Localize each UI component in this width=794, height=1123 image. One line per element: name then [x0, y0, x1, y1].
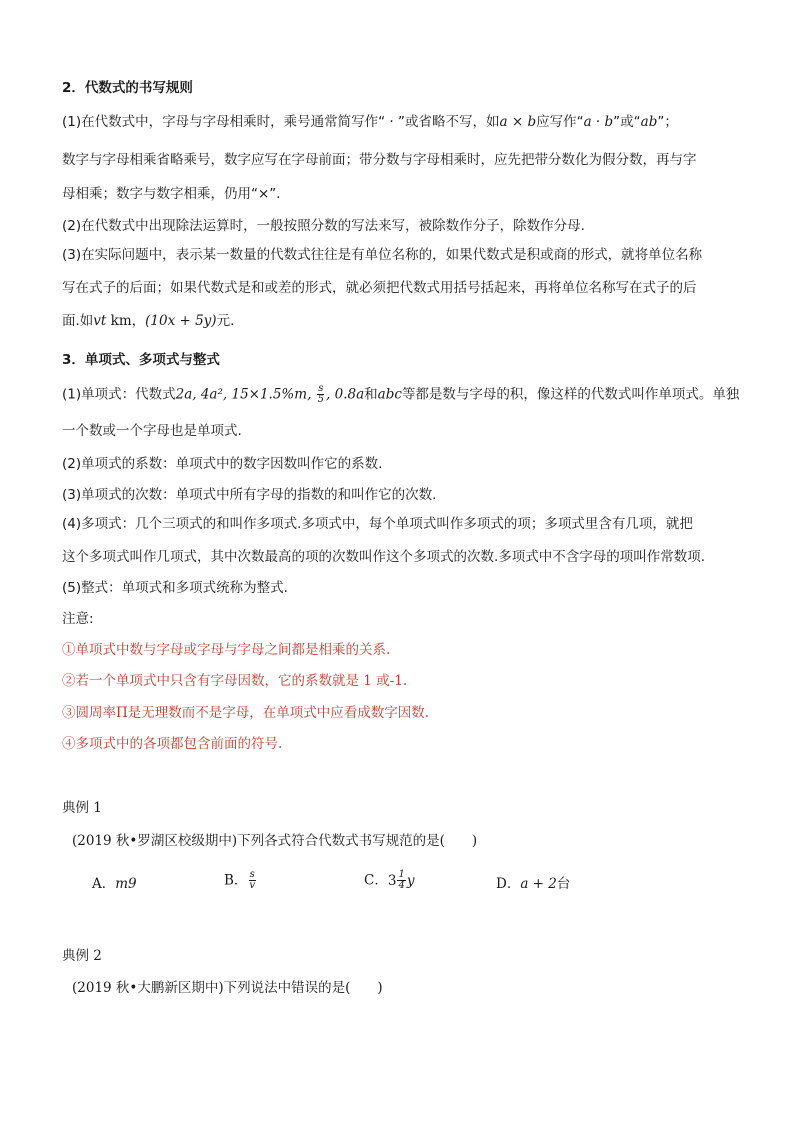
- section-3-line-5: (4)多项式：几个三项式的和叫作多项式.多项式中，每个单项式叫作多项式的项；多项式里含有几项，就把: [62, 516, 693, 532]
- example-2-question: (2019 秋•大鹏新区期中)下列说法中错误的是( ): [72, 980, 383, 996]
- section-2-line-4: (2)在代数式中出现除法运算时，一般按照分数的写法来写，被除数作分子，除数作分母.: [62, 218, 585, 234]
- example-2-title: 典例 2: [62, 948, 102, 964]
- expr-monomials: 2a, 4a², 15×1.5%m,: [175, 386, 316, 403]
- section-2-title: 2．代数式的书写规则: [62, 80, 193, 96]
- section-3-line-4: (3)单项式的次数：单项式中所有字母的指数的和叫作它的次数.: [62, 487, 437, 503]
- note-item-4: ④多项式中的各项都包含前面的符号.: [62, 736, 283, 752]
- text-span: (1)在代数式中，字母与字母相乘时，乘号通常简写作“: [62, 114, 386, 130]
- expr-ab: ab: [640, 114, 658, 130]
- section-2-line-1: [62, 112, 678, 132]
- expr-10x-plus-5y: (10x + 5y): [145, 313, 217, 329]
- option-d[interactable]: [496, 874, 570, 894]
- section-2-line-7: [62, 311, 234, 331]
- option-d-label: D．: [496, 876, 521, 892]
- section-2-line-3: 母相乘；数字与数字相乘，仍用“×”．: [62, 186, 290, 202]
- option-a[interactable]: [92, 874, 137, 894]
- text-span: ”或省略不写，如: [398, 114, 500, 130]
- option-c-label: C．: [364, 872, 388, 889]
- option-c[interactable]: [364, 870, 414, 891]
- section-3-line-3: (2)单项式的系数：单项式中的数字因数叫作它的系数.: [62, 456, 383, 472]
- expr-vt: vt: [93, 313, 107, 329]
- text-span: (1)单项式：代数式: [62, 386, 176, 403]
- fraction-numerator: s: [318, 383, 324, 394]
- example-1-title: 典例 1: [62, 800, 102, 816]
- note-item-2: ②若一个单项式中只含有字母因数，它的系数就是 1 或-1.: [62, 673, 408, 689]
- note-item-3: ③圆周率Π是无理数而不是字母，在单项式中应看成数字因数.: [62, 705, 430, 721]
- fraction-s-over-5: [317, 384, 325, 405]
- mixed-whole: 3: [387, 872, 397, 889]
- dot-symbol: ·: [385, 114, 398, 130]
- fraction-denominator: 5: [317, 394, 325, 405]
- fraction-numerator: 1: [398, 869, 405, 880]
- section-2-line-5: (3)在实际问题中，表示某一数量的代数式往往是有单位名称的，如果代数式是积或商的形式，就将单位名称: [62, 247, 703, 263]
- unit-km: km: [106, 313, 132, 329]
- text-span: 元.: [216, 313, 235, 329]
- text-span: ”或“: [613, 114, 641, 130]
- note-item-1: ①单项式中数与字母或字母与字母之间都是相乘的关系.: [62, 642, 391, 658]
- option-c-mixed-number: [388, 870, 415, 891]
- fraction-denominator: 4: [398, 880, 405, 891]
- section-3-line-7: (5)整式：单项式和多项式统称为整式.: [62, 580, 288, 596]
- expr-a-dot-b: a · b: [583, 114, 614, 130]
- section-3-line-6: 这个多项式叫作几项式，其中次数最高的项的次数叫作这个多项式的次数.多项式中不含字母的项叫作常数项.: [62, 549, 706, 565]
- text-span: 和: [364, 386, 378, 403]
- section-3-title: 3．单项式、多项式与整式: [62, 352, 220, 368]
- option-a-label: A．: [92, 876, 116, 892]
- text-span: 面.如: [62, 313, 94, 329]
- option-b-label: B．: [224, 872, 248, 889]
- option-b-fraction: [248, 870, 256, 891]
- section-2-line-2: 数字与字母相乘省略乘号，数字应写在字母前面；带分数与字母相乘时，应先把带分数化为假分数，再与字: [62, 152, 697, 168]
- section-3-line-1: [62, 384, 739, 405]
- section-2-line-6: 写在式子的后面；如果代数式是和或差的形式，就必须把代数式用括号括起来，再将单位名称写在式子的后: [62, 280, 697, 296]
- fraction-numerator: s: [249, 869, 255, 880]
- text-span: 等都是数与字母的积，像这样的代数式叫作单项式。单独: [401, 386, 740, 403]
- text-span: 应写作“: [536, 114, 584, 130]
- example-1-question: (2019 秋•罗湖区校级期中)下列各式符合代数式书写规范的是( ): [72, 833, 478, 849]
- fraction-denominator: v: [249, 880, 256, 891]
- text-span: ，: [131, 313, 146, 329]
- mixed-fraction: [397, 870, 405, 891]
- option-a-expr: m9: [115, 876, 137, 892]
- expr-a-times-b: a × b: [499, 114, 537, 130]
- mixed-variable: y: [406, 872, 415, 889]
- option-d-expr: a + 2: [520, 876, 557, 892]
- expr-abc: abc: [377, 386, 402, 403]
- notes-title: 注意:: [62, 611, 94, 627]
- option-b[interactable]: [224, 870, 257, 891]
- text-span: ”；: [657, 114, 678, 130]
- expr-0-8a: , 0.8a: [326, 386, 365, 403]
- option-d-unit: 台: [556, 876, 571, 892]
- section-3-line-2: 一个数或一个字母也是单项式.: [62, 423, 242, 439]
